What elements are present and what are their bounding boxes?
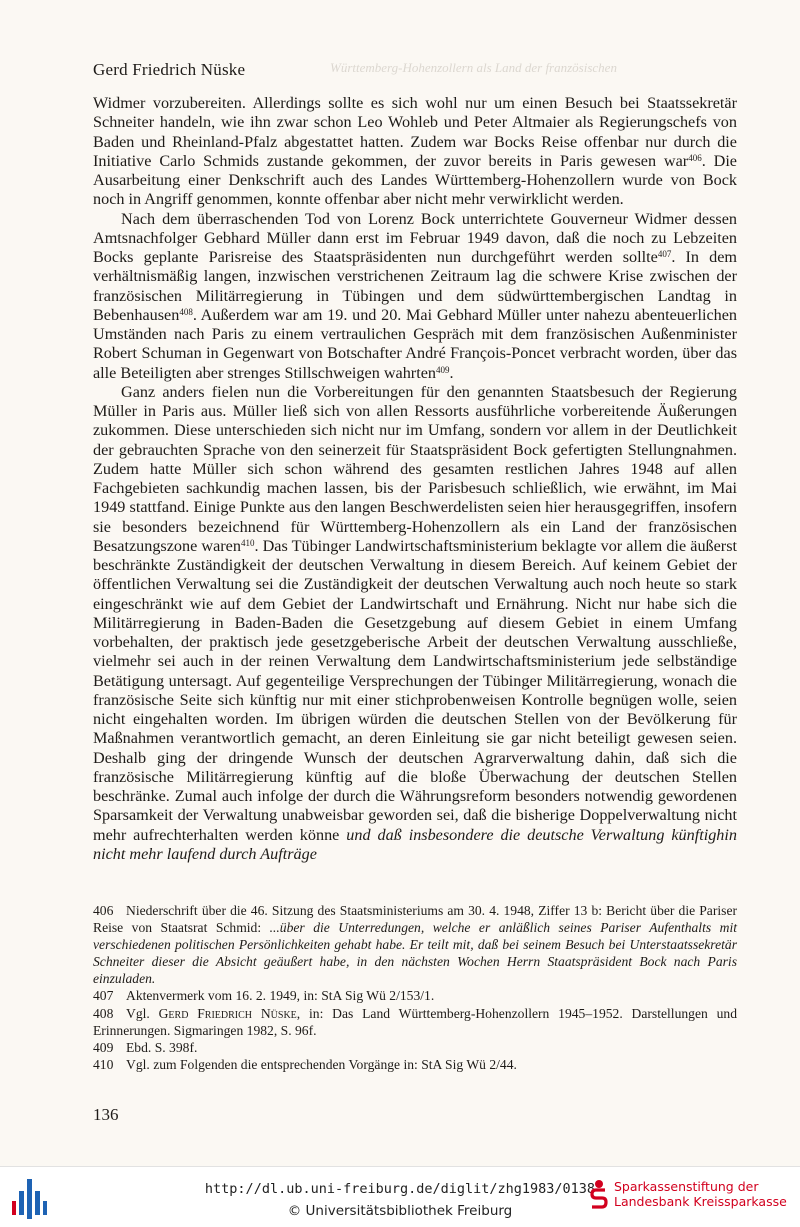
footnote-410: 410 Vgl. zum Folgenden die entsprechenden Vorgänge in: StA Sig Wü 2/44. xyxy=(93,1056,517,1072)
paragraph-2: Nach dem überraschenden Tod von Lorenz Bock unterrichtete Gouverneur Widmer dessen Amtsnachfolger Gebhard Müller dann erst im Februar 1949 davon, daß die noch zu Lebzeiten Bocks geplante Parisreise des Staatspräsidenten nun durchgeführt werden sollte$^{407}$. In dem verhältnismäßig langen, inzwischen verstrichenen Zeitraum lag die schwere Krise zwischen der französischen Militärregierung in Tübingen und dem südwürttembergischen Landtag in Bebenhausen$^{408}$. Außerdem war am 19. und 20. Mai Gebhard Müller unter nahezu abenteuerlichen Umständen nach Paris zu einem vertraulichen Gespräch mit dem französischen Außenminister Robert Schuman in Gegenwart von Botschafter André François-Poncet verbracht worden, über das alle Beteiligten aber strenges Stillschweigen wahrten$^{409}$. xyxy=(93,209,737,382)
footnotes xyxy=(93,902,737,1073)
document-url-link[interactable]: http://dl.ub.uni-freiburg.de/diglit/zhg1983/0138 xyxy=(204,1181,596,1197)
sponsor-text[interactable]: Sparkassenstiftung der Landesbank Kreissparkasse xyxy=(614,1179,787,1209)
page-number: 136 xyxy=(93,1105,119,1124)
copyright-notice: © Universitätsbibliothek Freiburg xyxy=(287,1203,513,1219)
paragraph-1: Widmer vorzubereiten. Allerdings sollte es sich wohl nur um einen Besuch bei Staatssekretär Schneiter handeln, wie ihn zwar schon Leo Wohleb und Peter Altmaier als Regierungschefs von Baden und Rheinland-Pfalz abgestattet hatten. Zudem war Bocks Reise offenbar nur durch die Initiative Carlo Schmids zustande gekommen, der zuvor bereits in Paris gewesen war$^{406}$. Die Ausarbeitung einer Denkschrift auch des Landes Württemberg-Hohenzollern wurde von Bock noch in Angriff genommen, konnte offenbar aber nicht mehr verwirklicht werden. xyxy=(93,94,737,209)
paragraph-3: Ganz anders fielen nun die Vorbereitungen für den genannten Staatsbesuch der Regierung Müller in Paris aus. Müller ließ sich von allen Ressorts ausführliche vorbereitende Äußerungen zukommen. Diese unterschieden sich nicht nur im Umfang, sondern vor allem in der Deutlichkeit der gebrauchten Sprache von den seinerzeit für Staatspräsident Bock gefertigten Stellungnahmen. Zudem hatte Müller sich schon während des gesamten restlichen Jahres 1948 auf allen Fachgebieten sachkundig machen lassen, bis der Parisbesuch schließlich, wie erwähnt, im Mai 1949 stattfand. Einige Punkte aus den langen Beschwerdelisten seien hier herausgegriffen, insofern sie besonders bezeichnend für Württemberg-Hohenzollern als ein Land der französischen Besatzungszone waren$^{410}$. Das Tübinger Landwirtschaftsministerium beklagte vor allem die äußerst beschränkte Zuständigkeit der deutschen Verwaltung in diesem Bereich. Auf keinem Gebiet der öffentlichen Verwaltung sei die Zuständigkeit der deutschen Verwaltung auch noch heute so stark eingeschränkt wie auf dem Gebiet der Landwirtschaft und Ernährung. Nicht nur habe sich die Militärregierung in Baden-Baden die Gesetzgebung auf diesem Gebiet in einem Umfang vorbehalten, der praktisch jede gesetzgeberische Arbeit der deutschen Verwaltung ausschließe, vielmehr sei auch in der reinen Verwaltung dem Landwirtschaftsministerium jede selbständige Betätigung untersagt. Auf gegenteilige Versprechungen der Tübinger Militärregierung, wonach die französische Seite sich künftig nur mit einer stichprobenweisen Kontrolle begnügen wolle, seien nicht eingehalten worden. Im übrigen würden die deutschen Stellen von der Bevölkerung für Maßnahmen verantwortlich gemacht, an deren Einleitung sie gar nicht beteiligt gewesen seien. Deshalb ging der dringende Wunsch der deutschen Agrarverwaltung dahin, daß sich die französische Militärregierung künftig auf die bloße Überwachung der deutschen Stellen beschränke. Zumal auch infolge der durch die Währungsreform besonders notwendig gewordenen Sparsamkeit der Verwaltung unabweisbar geworden sei, daß die bisherige Doppelverwaltung nicht mehr aufrechterhalten werden könne und daß insbesondere die deutsche Verwaltung künftighin nicht mehr laufend durch Aufträge xyxy=(93,382,737,863)
bleed-through-text: Württemberg-Hohenzollern als Land der französischen xyxy=(330,60,617,75)
footnote-ref-410[interactable]: 410 xyxy=(240,537,255,548)
footnote-409: 409 Ebd. S. 398f. xyxy=(93,1039,198,1055)
running-head: Gerd Friedrich Nüske xyxy=(93,60,246,79)
viewer-footer xyxy=(0,1166,800,1227)
body-text xyxy=(93,94,737,864)
footnote-407: 407 Aktenvermerk vom 16. 2. 1949, in: StA Sig Wü 2/153/1. xyxy=(93,988,435,1004)
footnote-406: 406 Niederschrift über die 46. Sitzung des Staatsministeriums am 30. 4. 1948, Ziffer 13 b: Bericht über die Pariser Reise von Staatsrat Schmid: ...über die Unterredungen, welche er anläßlich seines Pariser Aufenthalts mit verschiedenen politischen Persönlichkeiten gehabt habe. Er teilt mit, daß bei seinem Besuch bei Unterstaatssekretär Schneiter dieser die Absicht geäußert habe, in den nächsten Wochen Herrn Staatspräsident Bock nach Paris einzuladen. xyxy=(93,903,737,987)
footnote-ref-407[interactable]: 407 xyxy=(657,249,672,259)
footnote-ref-408[interactable]: 408 xyxy=(179,306,193,317)
footnote-ref-409[interactable]: 409 xyxy=(435,364,450,375)
footnote-408: 408 Vgl. Gerd Friedrich Nüske, in: Das Land Württemberg-Hohenzollern 1945–1952. Darstellungen und Erinnerungen. Sigmaringen 1982, S. 96f. xyxy=(93,1005,738,1038)
footnote-ref-406[interactable]: 406 xyxy=(688,152,702,163)
sparkasse-logo-icon[interactable] xyxy=(590,1179,608,1211)
italic-tail: und daß insbesondere die deutsche Verwaltung künftighin nicht mehr laufend durch Aufträge xyxy=(93,825,737,863)
